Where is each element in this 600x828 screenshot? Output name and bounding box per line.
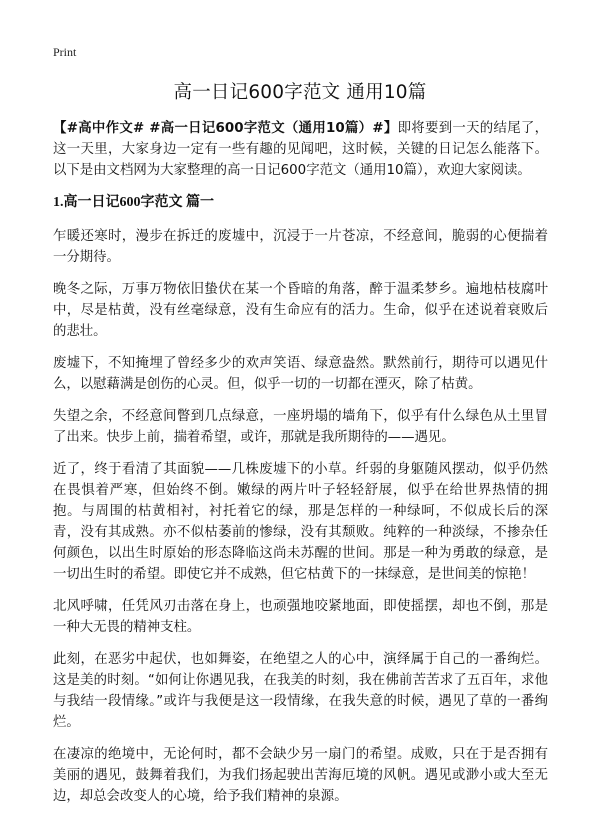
body-paragraph-7: 此刻，在恶劣中起伏，也如舞姿，在绝望之人的心中，演绎属于自己的一番绚烂。这是美的时刻。“如何让你遇见我，在我美的时刻，我在佛前苦苦求了五百年，求他与我结一段情缘。”或许与我便是这一段情缘，在我失意的时候，遇见了草的一番绚烂。 [53,652,548,730]
intro-paragraph [53,118,548,181]
section-heading: 1.高一日记600字范文 篇一 [53,195,214,210]
body-paragraph-5: 近了，终于看清了其面貌——几株废墟下的小草。纤弱的身躯随风摆动，似乎仍然在畏惧着严寒，但始终不倒。嫩绿的两片叶子轻轻舒展，似乎在给世界热情的拥抱。与周围的枯黄相衬，衬托着它的绿，那是怎样的一种绿呵，不似成长后的深青，没有其成熟。亦不似枯萎前的惨绿，没有其颓败。纯粹的一种淡绿，不掺杂任何颜色，以出生时原始的形态降临这尚未苏醒的世间。那是一种为勇敢的绿意，是一切出生时的希望。即使它并不成熟，但它枯黄下的一抹绿意，是世间美的惊艳！ [53,462,548,582]
body-paragraph-8: 在凄凉的绝境中，无论何时，都不会缺少另一扇门的希望。成败，只在于是否拥有美丽的遇见，鼓舞着我们，为我们扬起驶出苦海厄境的风帆。遇见或渺小或大至无边，却总会改变人的心境，给予我们精神的泉源。 [53,747,548,804]
body-paragraph-6: 北风呼啸，任凭风刃击落在身上，也顽强地咬紧地面，即使摇摆，却也不倒，那是一种大无畏的精神支柱。 [53,599,548,635]
body-paragraph-3: 废墟下，不知掩埋了曾经多少的欢声笑语、绿意盎然。默然前行，期待可以遇见什么，以慰藉满是创伤的心灵。但，似乎一切的一切都在湮灭，除了枯黄。 [53,356,548,392]
print-label: Print [53,45,77,59]
page-title: 高一日记600字范文 通用10篇 [173,82,427,103]
intro-tag: 【#高中作文# #高一日记600字范文（通用10篇）#】 [53,121,398,136]
intro-text: 即将要到一天的结尾了，这一天里，大家身边一定有一些有趣的见闻吧，这时候，关键的日记怎么能落下。以下是由文档网为大家整理的高一日记600字范文（通用10篇），欢迎大家阅读。 [53,121,548,178]
document-body [53,118,548,818]
body-paragraph-1: 乍暖还寒时，漫步在拆迁的废墟中，沉浸于一片苍凉，不经意间，脆弱的心便揣着一分期待。 [53,229,548,265]
body-paragraph-4: 失望之余，不经意间瞥到几点绿意，一座坍塌的墙角下，似乎有什么绿色从土里冒了出来。快步上前，揣着希望，或许，那就是我所期待的——遇见。 [53,409,548,445]
body-paragraph-2: 晚冬之际，万事万物依旧蛰伏在某一个昏暗的角落，醉于温柔梦乡。遍地枯枝腐叶中，尽是枯黄，没有丝毫绿意，没有生命应有的活力。生命，似乎在述说着衰败后的悲壮。 [53,282,548,339]
